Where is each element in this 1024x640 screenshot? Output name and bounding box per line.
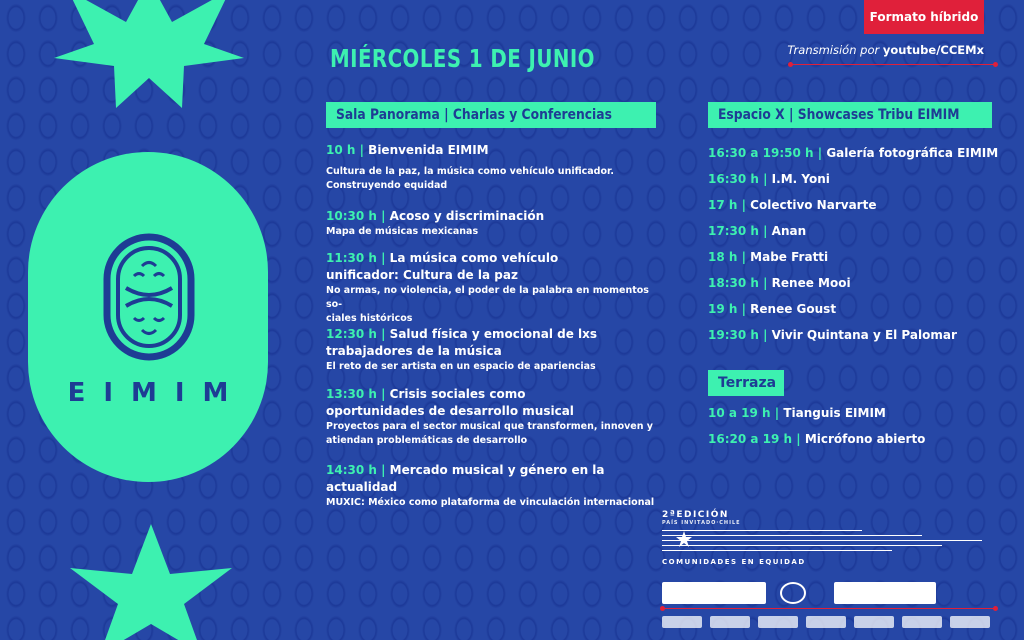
sala-heading-label: Sala Panorama | Charlas y Conferencias — [336, 107, 612, 123]
star-bottom-icon — [66, 524, 236, 640]
sala-item — [326, 250, 649, 326]
stream-prefix: Transmisión por — [787, 43, 880, 57]
edition-label — [662, 510, 741, 526]
item-title: Acoso y discriminación — [389, 209, 545, 223]
terraza-heading — [708, 370, 784, 396]
item-desc: El reto de ser artista en un espacio de apariencias — [326, 361, 596, 372]
sala-item — [326, 142, 646, 193]
stream-link[interactable]: youtube/CCEMx — [882, 43, 984, 57]
espacio-heading-label: Espacio X | Showcases Tribu EIMIM — [718, 107, 960, 123]
item-title: Crisis sociales como oportunidades de desarrollo musical — [326, 387, 574, 418]
star-top-icon — [54, 0, 244, 110]
espacio-item: 16:30 a 19:50 h | Galería fotográfica EIMIM — [708, 146, 999, 160]
terraza-item: 10 a 19 h | Tianguis EIMIM — [708, 406, 886, 420]
eimim-face-icon — [102, 232, 196, 362]
item-time: 10 h | — [326, 143, 364, 157]
terraza-item: 16:20 a 19 h | Micrófono abierto — [708, 432, 926, 446]
partner-logo — [902, 616, 942, 628]
sala-item — [326, 462, 656, 510]
partner-logos — [662, 616, 990, 628]
partner-logo — [662, 616, 702, 628]
item-desc: No armas, no violencia, el poder de la palabra en momentos so- ciales históricos — [326, 285, 649, 324]
espacio-heading — [708, 102, 992, 128]
top-red-divider — [790, 64, 996, 65]
espacio-item: 17 h | Colectivo Narvarte — [708, 198, 877, 212]
communities-label: COMUNIDADES EN EQUIDAD — [662, 558, 806, 566]
terraza-heading-label: Terraza — [718, 375, 777, 391]
eimim-logo-text: EIMIM — [67, 378, 247, 408]
edition-title: 2ªEDICIÓN — [662, 510, 729, 520]
partner-logo — [758, 616, 798, 628]
sala-heading — [326, 102, 656, 128]
stream-info — [787, 43, 984, 57]
item-title: Bienvenida EIMIM — [368, 143, 489, 157]
item-time: 11:30 h | — [326, 251, 386, 265]
espacio-item: 19:30 h | Vivir Quintana y El Palomar — [708, 328, 957, 342]
partner-logo — [710, 616, 750, 628]
item-title: Mercado musical y género en la actualidad — [326, 463, 605, 494]
item-time: 12:30 h | — [326, 327, 386, 341]
item-time: 10:30 h | — [326, 209, 386, 223]
format-badge: Formato híbrido — [864, 0, 984, 34]
sponsor-logo — [834, 582, 936, 604]
espacio-item: 18:30 h | Renee Mooi — [708, 276, 851, 290]
item-desc: Proyectos para el sector musical que transformen, innoven y atiendan problemáticas de desarrollo — [326, 421, 654, 446]
espacio-item: 18 h | Mabe Fratti — [708, 250, 829, 264]
item-time: 13:30 h | — [326, 387, 386, 401]
sponsor-logos-left — [662, 582, 806, 604]
partner-logo — [950, 616, 990, 628]
partner-logo — [806, 616, 846, 628]
sala-item — [326, 386, 654, 448]
item-desc: MUXIC: México como plataforma de vinculación internacional — [326, 497, 655, 508]
item-desc: Cultura de la paz, la música como vehículo unificador. Construyendo equidad — [326, 166, 614, 191]
sponsor-logos-right — [834, 582, 936, 604]
edition-star-icon — [676, 531, 692, 547]
sponsor-logo — [662, 582, 766, 604]
espacio-item: 17:30 h | Anan — [708, 224, 807, 238]
espacio-item: 19 h | Renee Goust — [708, 302, 837, 316]
item-time: 14:30 h | — [326, 463, 386, 477]
edition-stripes — [662, 528, 992, 554]
sponsor-logo — [780, 582, 806, 604]
bottom-red-divider — [662, 608, 996, 609]
item-title: Salud física y emocional de lxs trabajadores de la música — [326, 327, 598, 358]
item-desc: Mapa de músicas mexicanas — [326, 226, 479, 237]
page-title: MIÉRCOLES 1 DE JUNIO — [330, 44, 595, 73]
item-title: La música como vehículo unificador: Cultura de la paz — [326, 251, 559, 282]
espacio-item: 16:30 h | I.M. Yoni — [708, 172, 830, 186]
sala-item — [326, 208, 646, 239]
sala-item — [326, 326, 642, 374]
edition-sub: PAÍS INVITADO·CHILE — [662, 520, 741, 526]
partner-logo — [854, 616, 894, 628]
